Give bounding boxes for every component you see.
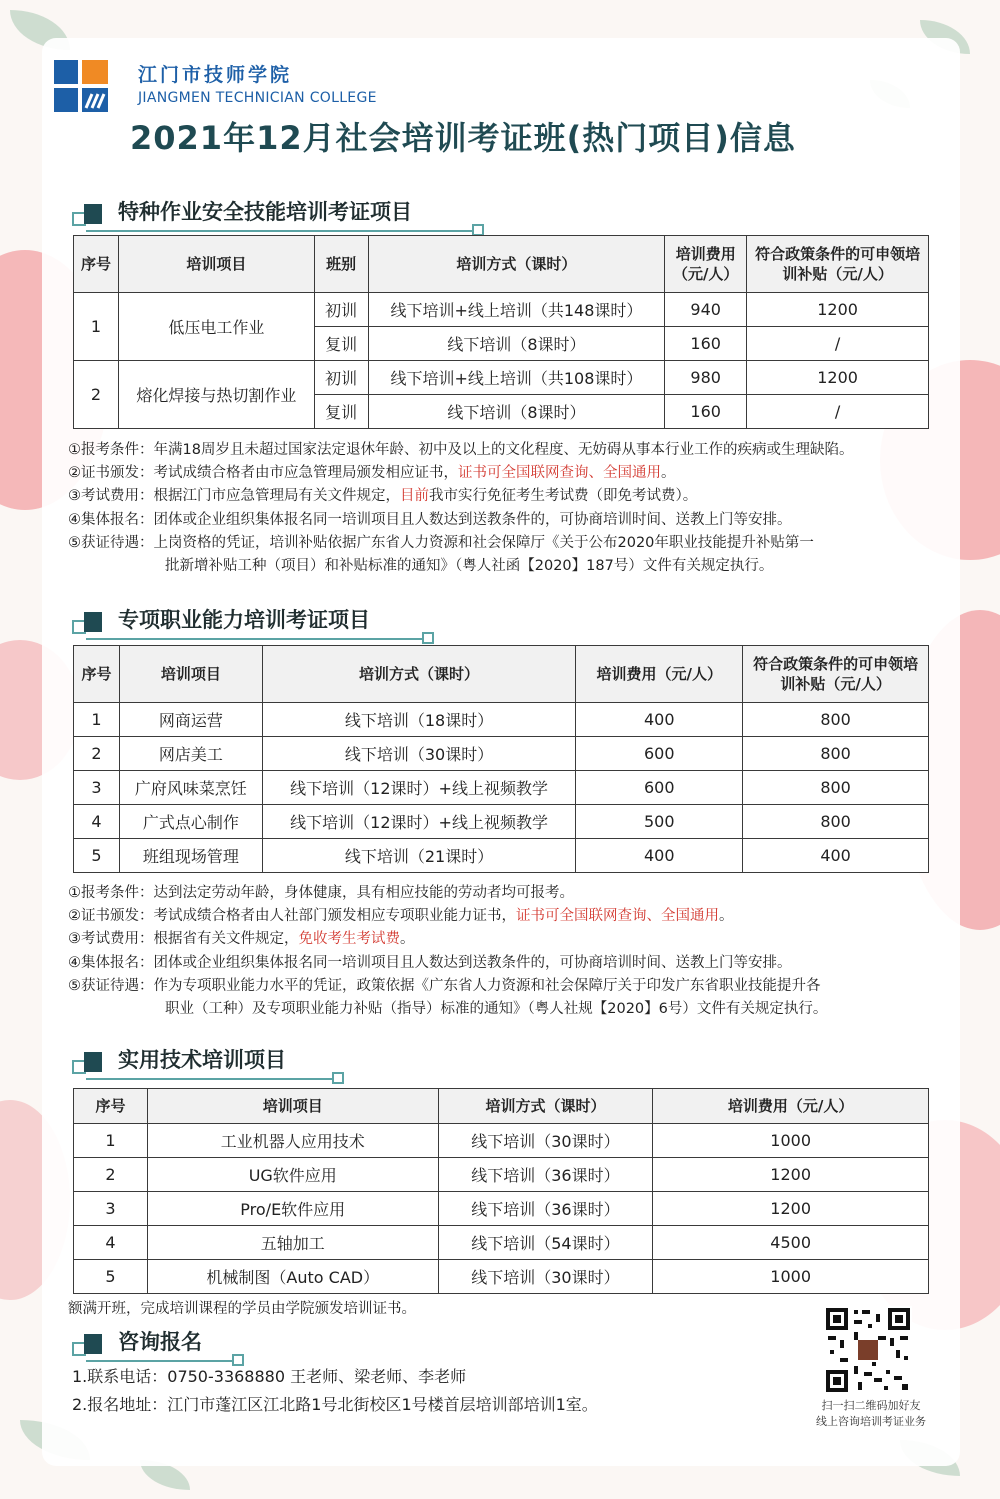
cell-no: 2: [74, 737, 120, 771]
cell-subsidy: 400: [743, 839, 929, 873]
cell-fee: 1000: [653, 1124, 929, 1158]
cell-method: 线下培训（30课时）: [438, 1124, 653, 1158]
contact-address: 2.报名地址：江门市蓬江区江北路1号北街校区1号楼首层培训部培训1室。: [72, 1395, 598, 1414]
cell-fee: 1000: [653, 1260, 929, 1294]
cell-no: 1: [74, 1124, 148, 1158]
table-row: [74, 293, 929, 327]
col-header: 培训项目: [118, 236, 314, 293]
cell-subsidy: 800: [743, 805, 929, 839]
cell-no: 1: [74, 703, 120, 737]
table-row: [74, 771, 929, 805]
cell-no: 2: [74, 1158, 148, 1192]
note-line: 职业（工种）及专项职业能力补贴（指导）标准的通知》（粤人社规【2020】6号）文件有关规定执行。: [165, 1001, 828, 1018]
cell-subsidy: 1200: [747, 293, 929, 327]
cell-no: 2: [74, 361, 119, 429]
col-header: 培训方式（课时）: [438, 1089, 653, 1124]
note-line: ⑤获证待遇：上岗资格的凭证，培训补贴依据广东省人力资源和社会保障厅《关于公布2020年职业技能提升补贴第一: [68, 534, 814, 551]
section-marker-icon: [72, 1052, 102, 1074]
cell-fee: 600: [576, 737, 743, 771]
cell-project: 五轴加工: [147, 1226, 438, 1260]
cell-project: Pro/E软件应用: [147, 1192, 438, 1226]
col-header: 培训项目: [147, 1089, 438, 1124]
note-line: ⑤获证待遇：作为专项职业能力水平的凭证，政策依据《广东省人力资源和社会保障厅关于印发广东省职业技能提升各: [68, 977, 821, 994]
col-header: 培训方式（课时）: [262, 646, 576, 703]
note-line: ①报考条件：达到法定劳动年龄，身体健康，具有相应技能的劳动者均可报考。: [68, 885, 574, 901]
table-row: [74, 1260, 929, 1294]
note-line: ④集体报名：团体或企业组织集体报名同一培训项目且人数达到送教条件的，可协商培训时间、送教上门等安排。: [68, 954, 792, 971]
note-line: ①报考条件：年满18周岁且未超过国家法定退休年龄、初中及以上的文化程度、无妨碍从事本行业工作的疾病或生理缺陷。: [68, 442, 854, 458]
note-line: ④集体报名：团体或企业组织集体报名同一培训项目且人数达到送教条件的，可协商培训时间、送教上门等安排。: [68, 511, 792, 528]
cell-fee: 400: [576, 839, 743, 873]
cell-subsidy: /: [747, 395, 929, 429]
contact-phone: 1.联系电话：0750-3368880 王老师、梁老师、李老师: [72, 1367, 467, 1386]
special-operations-table: [73, 235, 929, 429]
cell-no: 5: [74, 1260, 148, 1294]
section3-note: 额满开班，完成培训课程的学员由学院颁发培训证书。: [68, 1301, 416, 1317]
note-line: ③考试费用：根据省有关文件规定，免收考生考试费。: [68, 931, 415, 948]
col-header: 序号: [74, 1089, 148, 1124]
cell-subsidy: 1200: [747, 361, 929, 395]
col-header: 培训费用（元/人）: [665, 236, 747, 293]
table-row: [74, 1192, 929, 1226]
cell-no: 4: [74, 1226, 148, 1260]
section2-notes: [68, 882, 948, 1021]
cell-project: 低压电工作业: [118, 293, 314, 361]
cell-class: 复训: [314, 327, 368, 361]
college-name-en: JIANGMEN TECHNICIAN COLLEGE: [138, 90, 377, 106]
col-header: 序号: [74, 646, 120, 703]
col-header: 培训方式（课时）: [368, 236, 665, 293]
college-logo-icon: [52, 58, 110, 114]
qr-caption-2: 线上咨询培训考证业务: [816, 1415, 926, 1428]
cell-method: 线下培训+线上培训（共148课时）: [368, 293, 665, 327]
cell-method: 线下培训（21课时）: [262, 839, 576, 873]
cell-fee: 600: [576, 771, 743, 805]
cell-project: 熔化焊接与热切割作业: [118, 361, 314, 429]
cell-method: 线下培训（30课时）: [438, 1260, 653, 1294]
cell-project: 班组现场管理: [119, 839, 262, 873]
col-header: 符合政策条件的可申领培训补贴（元/人）: [743, 646, 929, 703]
cell-project: 广府风味菜烹饪: [119, 771, 262, 805]
table-row: [74, 1124, 929, 1158]
section3-title: 实用技术培训项目: [118, 1048, 286, 1072]
section-marker-icon: [72, 1334, 102, 1356]
cell-method: 线下培训（36课时）: [438, 1192, 653, 1226]
cell-method: 线下培训（8课时）: [368, 327, 665, 361]
note-line: ③考试费用：根据江门市应急管理局有关文件规定，目前我市实行免征考生考试费（即免考试费）。: [68, 488, 698, 505]
practical-tech-table: [73, 1088, 929, 1294]
cell-method: 线下培训（54课时）: [438, 1226, 653, 1260]
cell-no: 5: [74, 839, 120, 873]
table-row: [74, 737, 929, 771]
cell-fee: 160: [665, 327, 747, 361]
cell-method: 线下培训（30课时）: [262, 737, 576, 771]
col-header: 培训项目: [119, 646, 262, 703]
cell-fee: 160: [665, 395, 747, 429]
cell-class: 复训: [314, 395, 368, 429]
cell-project: 机械制图（Auto CAD）: [147, 1260, 438, 1294]
cell-method: 线下培训（18课时）: [262, 703, 576, 737]
cell-class: 初训: [314, 293, 368, 327]
section-marker-icon: [72, 612, 102, 634]
cell-no: 4: [74, 805, 120, 839]
cell-subsidy: 800: [743, 703, 929, 737]
cell-subsidy: 800: [743, 737, 929, 771]
college-name-cn: 江门市技师学院: [138, 64, 293, 86]
col-header: 符合政策条件的可申领培训补贴（元/人）: [747, 236, 929, 293]
table-row: [74, 1158, 929, 1192]
cell-project: 网店美工: [119, 737, 262, 771]
section1-title: 特种作业安全技能培训考证项目: [118, 200, 412, 224]
cell-method: 线下培训+线上培训（共108课时）: [368, 361, 665, 395]
cell-fee: 1200: [653, 1158, 929, 1192]
page-title: 2021年12月社会培训考证班(热门项目)信息: [130, 119, 796, 157]
qr-code-icon[interactable]: [824, 1306, 912, 1394]
cell-no: 3: [74, 1192, 148, 1226]
note-line: ②证书颁发：考试成绩合格者由市应急管理局颁发相应证书，证书可全国联网查询、全国通用。: [68, 465, 676, 482]
cell-project: 工业机器人应用技术: [147, 1124, 438, 1158]
cell-no: 1: [74, 293, 119, 361]
cell-project: 网商运营: [119, 703, 262, 737]
table-row: [74, 1226, 929, 1260]
cell-method: 线下培训（12课时）+线上视频教学: [262, 771, 576, 805]
col-header: 培训费用（元/人）: [653, 1089, 929, 1124]
table-header-row: [74, 646, 929, 703]
cell-subsidy: /: [747, 327, 929, 361]
col-header: 班别: [314, 236, 368, 293]
cell-method: 线下培训（36课时）: [438, 1158, 653, 1192]
cell-fee: 1200: [653, 1192, 929, 1226]
section1-notes: [68, 439, 948, 578]
cell-project: UG软件应用: [147, 1158, 438, 1192]
cell-method: 线下培训（12课时）+线上视频教学: [262, 805, 576, 839]
col-header: 序号: [74, 236, 119, 293]
col-header: 培训费用（元/人）: [576, 646, 743, 703]
qr-caption-1: 扫一扫二维码加好友: [821, 1399, 921, 1412]
table-header-row: [74, 236, 929, 293]
table-row: [74, 839, 929, 873]
cell-class: 初训: [314, 361, 368, 395]
cell-method: 线下培训（8课时）: [368, 395, 665, 429]
cell-no: 3: [74, 771, 120, 805]
cell-fee: 940: [665, 293, 747, 327]
cell-subsidy: 800: [743, 771, 929, 805]
section2-title: 专项职业能力培训考证项目: [118, 608, 370, 632]
section-marker-icon: [72, 204, 102, 226]
cell-fee: 980: [665, 361, 747, 395]
contact-title: 咨询报名: [118, 1330, 202, 1354]
note-line: ②证书颁发：考试成绩合格者由人社部门颁发相应专项职业能力证书，证书可全国联网查询、全国通用。: [68, 908, 734, 925]
vocational-ability-table: [73, 645, 929, 873]
cell-fee: 4500: [653, 1226, 929, 1260]
cell-fee: 500: [576, 805, 743, 839]
table-header-row: [74, 1089, 929, 1124]
table-row: [74, 703, 929, 737]
table-row: [74, 805, 929, 839]
cell-fee: 400: [576, 703, 743, 737]
note-line: 批新增补贴工种（项目）和补贴标准的通知》（粤人社函【2020】187号）文件有关规定执行。: [165, 558, 774, 575]
cell-project: 广式点心制作: [119, 805, 262, 839]
table-row: [74, 361, 929, 395]
